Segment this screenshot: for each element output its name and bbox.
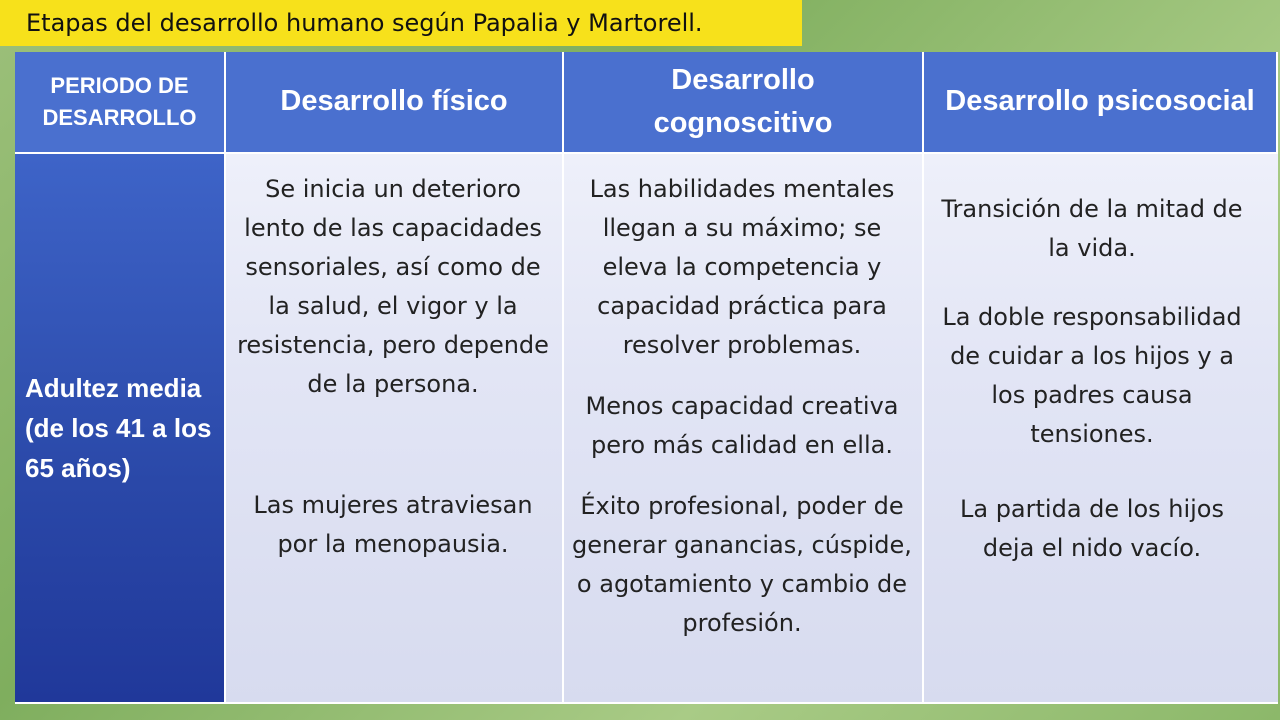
cognitivo-paragraph-1: Las habilidades mentales llegan a su máximo; se eleva la competencia y capacidad práctica para resolver problemas. <box>589 175 895 359</box>
period-label-text: Adultez media (de los 41 a los 65 años) <box>25 373 212 483</box>
header-cognitivo: Desarrollo cognoscitivo <box>564 52 924 154</box>
cell-psicosocial <box>924 154 1278 704</box>
fisico-paragraph-2: Las mujeres atraviesan por la menopausia. <box>253 491 533 558</box>
development-stages-table <box>15 52 1278 704</box>
psicosocial-paragraph-1: Transición de la mitad de la vida. <box>941 195 1243 262</box>
header-psicosocial: Desarrollo psicosocial <box>924 52 1278 154</box>
fisico-paragraph-1: Se inicia un deterioro lento de las capacidades sensoriales, así como de la salud, el vigor y la resistencia, pero depende de la persona. <box>237 175 549 398</box>
page-title: Etapas del desarrollo humano según Papalia y Martorell. <box>0 0 802 46</box>
cognitivo-paragraph-3: Éxito profesional, poder de generar ganancias, cúspide, o agotamiento y cambio de profesión. <box>572 492 912 637</box>
cognitivo-paragraph-2: Menos capacidad creativa pero más calidad en ella. <box>585 392 899 459</box>
header-fisico: Desarrollo físico <box>226 52 564 154</box>
psicosocial-paragraph-2: La doble responsabilidad de cuidar a los hijos y a los padres causa tensiones. <box>942 303 1242 448</box>
cell-cognitivo <box>564 154 924 704</box>
header-period: PERIODO DE DESARROLLO <box>15 52 226 154</box>
psicosocial-paragraph-3: La partida de los hijos deja el nido vacío. <box>959 495 1224 562</box>
cell-fisico <box>226 154 564 704</box>
period-label <box>15 154 226 704</box>
